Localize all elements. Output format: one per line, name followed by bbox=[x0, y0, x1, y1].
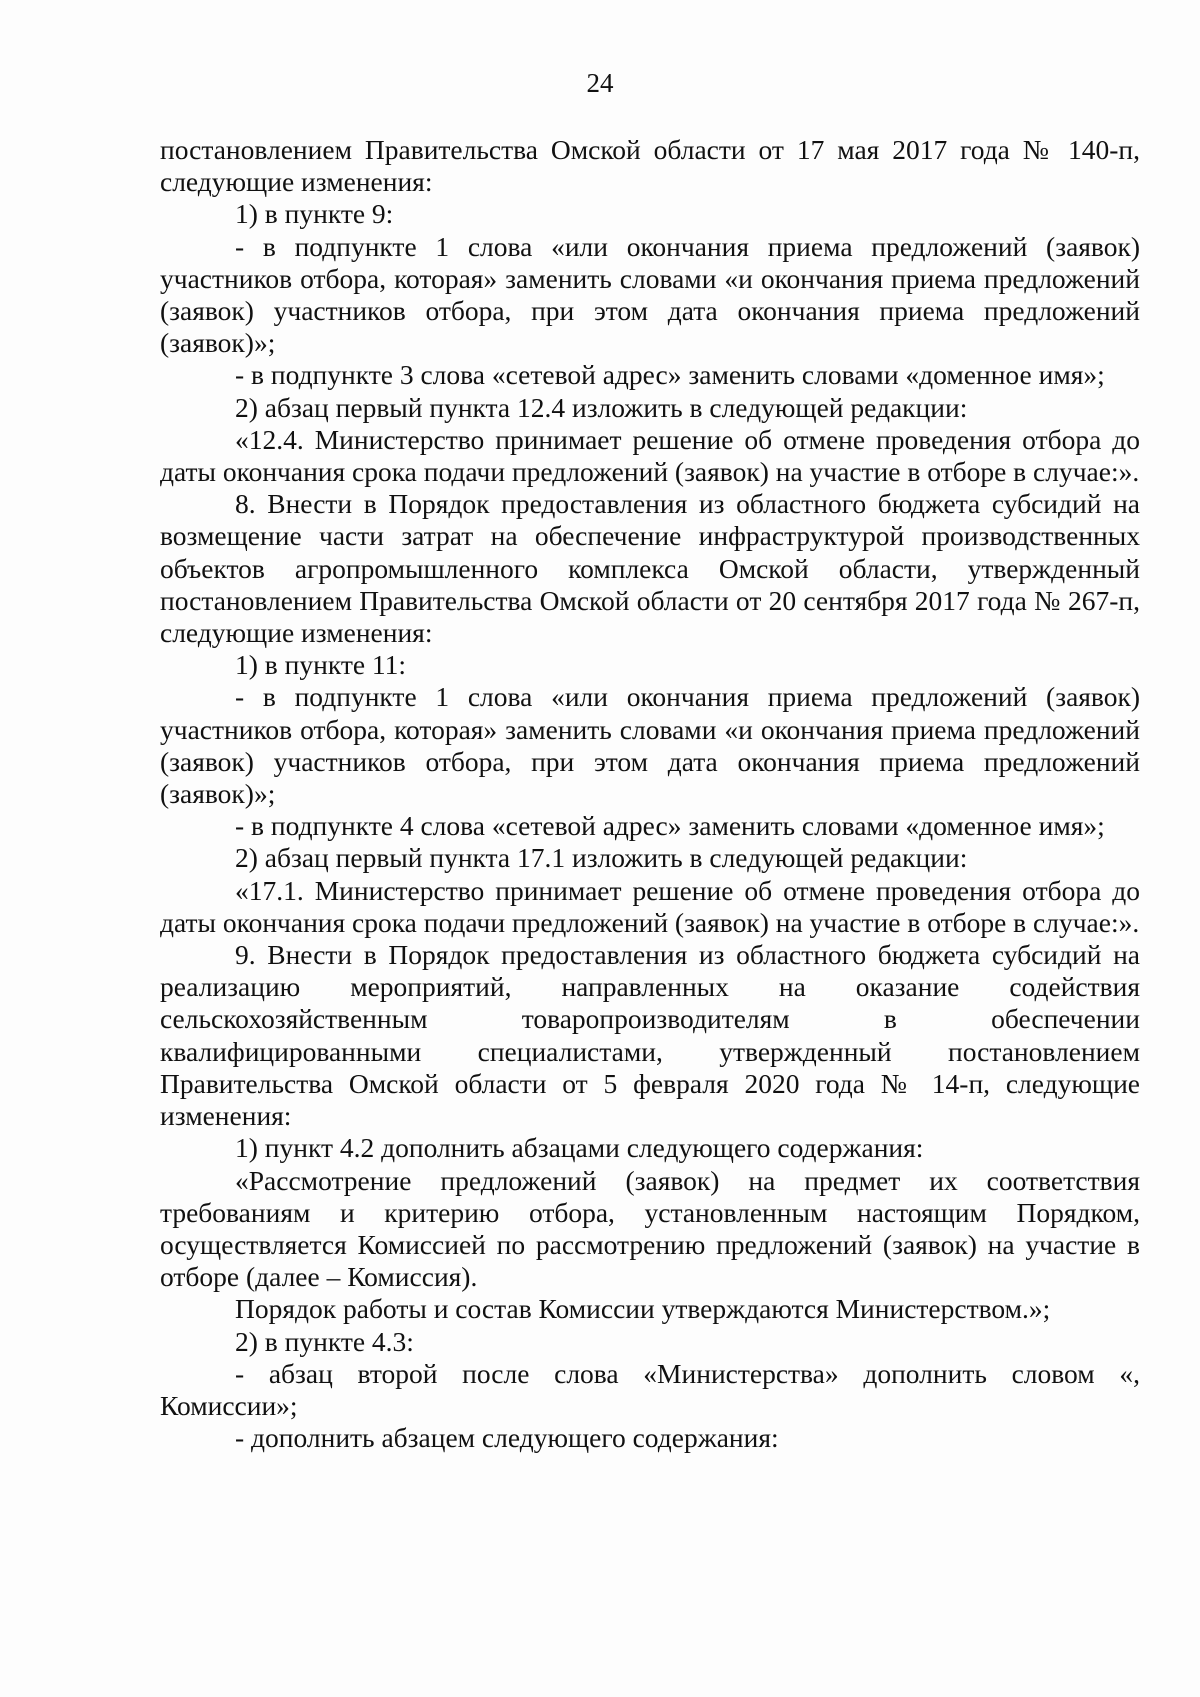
paragraph: 2) абзац первый пункта 12.4 изложить в следующей редакции: bbox=[235, 391, 968, 423]
paragraph: 9. Внести в Порядок предоставления из областного бюджета субсидий на реализацию мероприятий, направленных на оказание содействия сельскохозяйственным товаропроизводителям в обеспечении квалифицированными специалистами, утвержденный постановлением Правительства Омской области от 5 февраля 2020 года № 14-п, следующие изменения: bbox=[160, 939, 1140, 1132]
paragraph: «Рассмотрение предложений (заявок) на предмет их соответствия требованиям и критерию отбора, установленным настоящим Порядком, осуществляется Комиссией по рассмотрению предложений (заявок) на участие в отборе (далее – Комиссия). bbox=[160, 1164, 1140, 1293]
paragraph: 1) в пункте 9: bbox=[235, 198, 394, 230]
paragraph: постановлением Правительства Омской области от 17 мая 2017 года № 140-п, следующие изменения: bbox=[160, 134, 1140, 198]
paragraph: - дополнить абзацем следующего содержания: bbox=[235, 1422, 779, 1454]
paragraph: 1) пункт 4.2 дополнить абзацами следующего содержания: bbox=[235, 1132, 924, 1164]
paragraph: Порядок работы и состав Комиссии утверждаются Министерством.»; bbox=[235, 1293, 1051, 1325]
paragraph: «17.1. Министерство принимает решение об отмене проведения отбора до даты окончания срока подачи предложений (заявок) на участие в отборе в случае:». bbox=[160, 874, 1140, 938]
paragraph: - в подпункте 1 слова «или окончания приема предложений (заявок) участников отбора, которая» заменить словами «и окончания приема предложений (заявок) участников отбора, при этом дата окончания приема предложений (заявок)»; bbox=[160, 681, 1140, 810]
paragraph: 2) абзац первый пункта 17.1 изложить в следующей редакции: bbox=[235, 842, 968, 874]
paragraph: «12.4. Министерство принимает решение об отмене проведения отбора до даты окончания срока подачи предложений (заявок) на участие в отборе в случае:». bbox=[160, 423, 1140, 488]
paragraph: - в подпункте 3 слова «сетевой адрес» заменить словами «доменное имя»; bbox=[235, 359, 1105, 391]
paragraph: - в подпункте 4 слова «сетевой адрес» заменить словами «доменное имя»; bbox=[235, 810, 1105, 842]
document-body bbox=[160, 134, 1140, 1454]
paragraph: - в подпункте 1 слова «или окончания приема предложений (заявок) участников отбора, которая» заменить словами «и окончания приема предложений (заявок) участников отбора, при этом дата окончания приема предложений (заявок)»; bbox=[160, 230, 1140, 359]
paragraph: 2) в пункте 4.3: bbox=[235, 1325, 414, 1357]
page-number: 24 bbox=[586, 68, 614, 98]
paragraph: 1) в пункте 11: bbox=[235, 649, 407, 681]
paragraph: - абзац второй после слова «Министерства» дополнить словом «, Комиссии»; bbox=[160, 1357, 1140, 1421]
paragraph: 8. Внести в Порядок предоставления из областного бюджета субсидий на возмещение части затрат на обеспечение инфраструктурой производственных объектов агропромышленного комплекса Омской области, утвержденный постановлением Правительства Омской области от 20 сентября 2017 года № 267-п, следующие изменения: bbox=[160, 488, 1140, 649]
